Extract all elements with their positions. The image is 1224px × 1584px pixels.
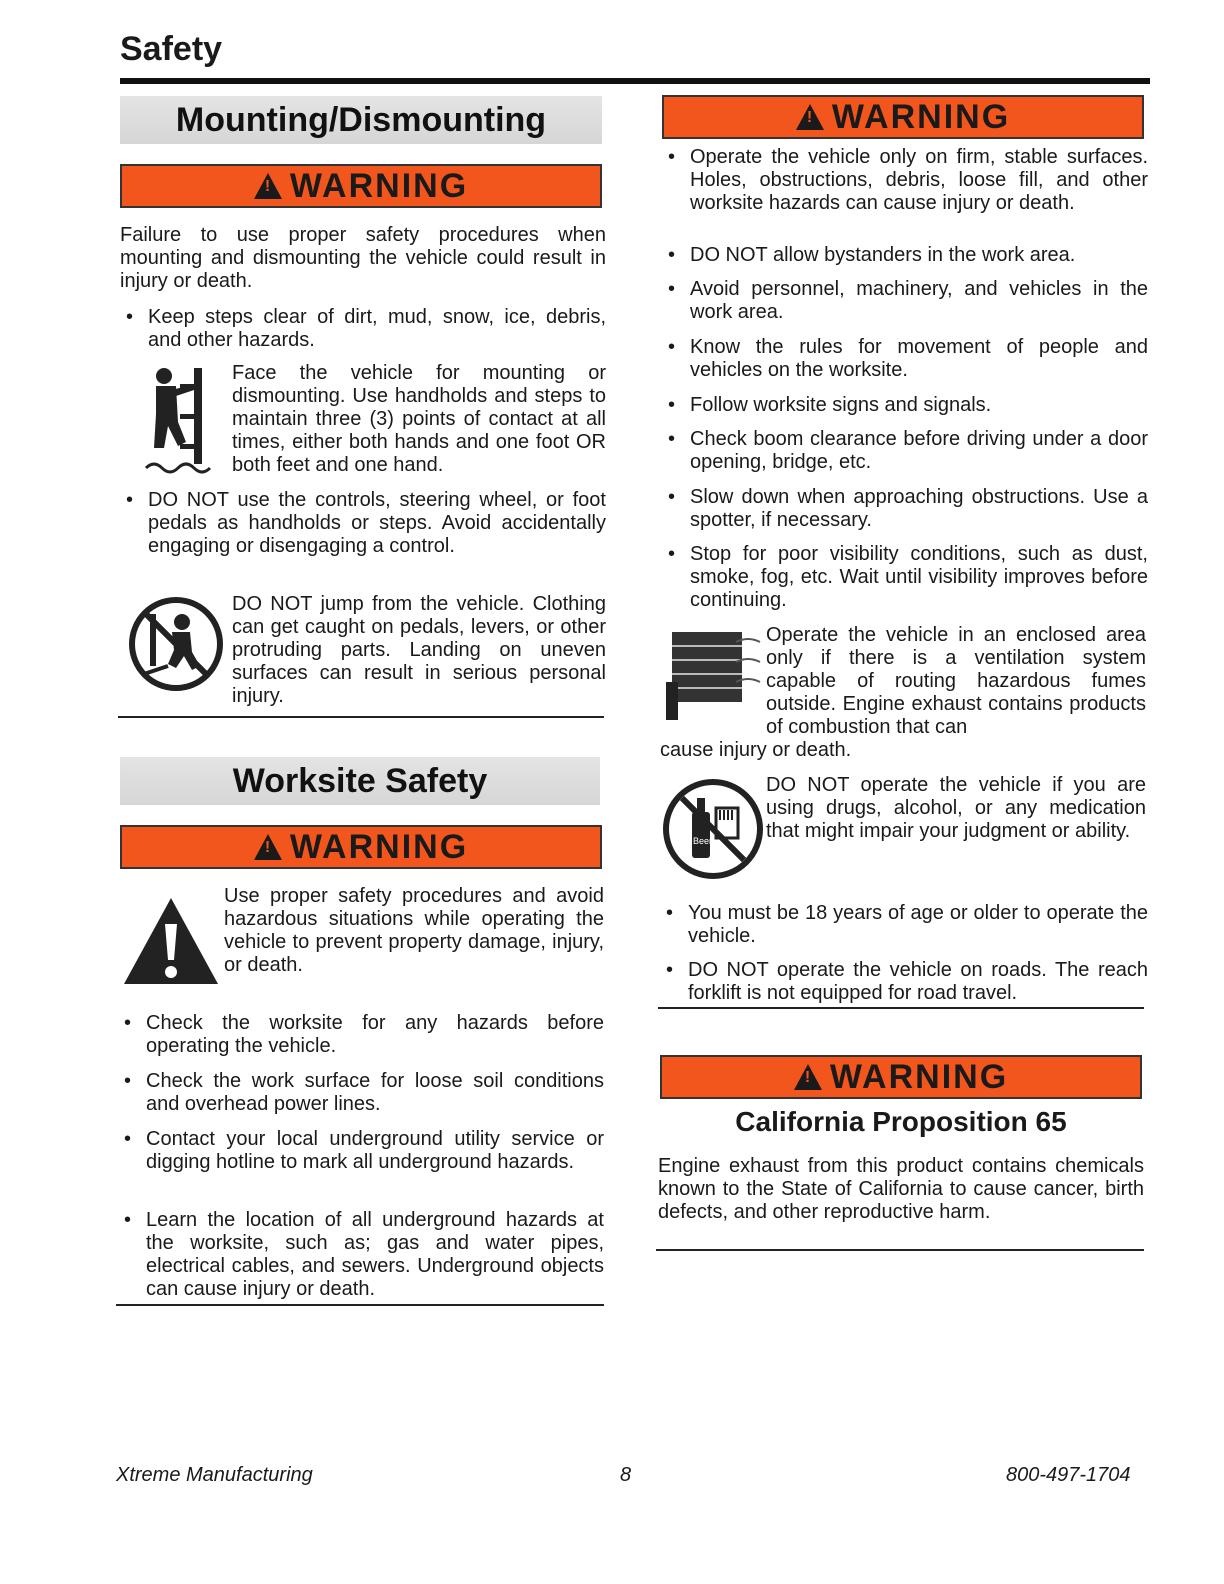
climbing-figure-icon: [142, 364, 214, 474]
right-bullet-2: • DO NOT allow bystanders in the work area.: [662, 244, 1148, 267]
warning-label: WARNING: [829, 1058, 1009, 1096]
mounting-icon-text-1: Face the vehicle for mounting or dismounting. Use handholds and steps to maintain three (3) points of contact at all times, either both hands and one foot OR both feet and one hand.: [232, 362, 606, 476]
caution-triangle-icon: [122, 896, 220, 986]
section-divider: [116, 1304, 604, 1306]
section-divider: [658, 1007, 1144, 1009]
worksite-warning-banner: [120, 825, 602, 869]
worksite-icon-text: Use proper safety procedures and avoid hazardous situations while operating the vehicle to prevent property damage, injury, or death.: [224, 885, 604, 976]
mounting-icon-text-2: DO NOT jump from the vehicle. Clothing can get caught on pedals, levers, or other protruding parts. Landing on uneven surfaces can result in serious personal injury.: [232, 593, 606, 707]
worksite-bullet-3: • Contact your local underground utility service or digging hotline to mark all underground hazards.: [118, 1128, 604, 1174]
right-bullet-9: • You must be 18 years of age or older to operate the vehicle.: [660, 902, 1148, 948]
worksite-heading: Worksite Safety: [120, 757, 600, 805]
right-bullet-7: • Slow down when approaching obstructions. Use a spotter, if necessary.: [662, 486, 1148, 532]
warning-triangle-icon: [796, 104, 824, 130]
mounting-intro: Failure to use proper safety procedures when mounting and dismounting the vehicle could result in injury or death.: [120, 224, 606, 292]
prop65-warning-banner: [660, 1055, 1142, 1099]
right-bullet-3: • Avoid personnel, machinery, and vehicles in the work area.: [662, 278, 1148, 324]
exhaust-text: Operate the vehicle in an enclosed area only if there is a ventilation system capable of routing hazardous fumes outside. Engine exhaust contains products of combustion that can: [766, 624, 1146, 738]
exhaust-fumes-icon: [662, 622, 766, 722]
worksite-bullet-4: • Learn the location of all underground hazards at the worksite, such as; gas and water pipes, electrical cables, and sewers. Underground objects can cause injury or death.: [118, 1209, 604, 1301]
section-divider: [656, 1249, 1144, 1251]
warning-triangle-icon: [794, 1064, 822, 1090]
right-bullet-6: • Check boom clearance before driving under a door opening, bridge, etc.: [662, 428, 1148, 474]
mounting-warning-banner: [120, 164, 602, 208]
warning-triangle-icon: [254, 834, 282, 860]
worksite-bullet-2: • Check the work surface for loose soil conditions and overhead power lines.: [118, 1070, 604, 1116]
beer-label: Beer: [693, 836, 713, 846]
footer-phone: 800-497-1704: [1006, 1464, 1131, 1486]
section-divider: [118, 716, 604, 718]
right-bullet-8: • Stop for poor visibility conditions, such as dust, smoke, fog, etc. Wait until visibility improves before continuing.: [662, 543, 1148, 612]
mounting-heading: Mounting/Dismounting: [120, 96, 602, 144]
page-title: Safety: [120, 30, 223, 68]
worksite-bullet-1: • Check the worksite for any hazards before operating the vehicle.: [118, 1012, 604, 1058]
warning-label: WARNING: [289, 828, 469, 866]
footer-page-number: 8: [620, 1464, 632, 1486]
no-drugs-alcohol-icon: [662, 778, 764, 880]
right-bullet-5: • Follow worksite signs and signals.: [662, 394, 1148, 417]
prop65-text: Engine exhaust from this product contains chemicals known to the State of California to cause cancer, birth defects, and other reproductive harm.: [658, 1155, 1144, 1223]
mounting-bullet-1: • Keep steps clear of dirt, mud, snow, ice, debris, and other hazards.: [120, 306, 606, 352]
drugs-text: DO NOT operate the vehicle if you are using drugs, alcohol, or any medication that might impair your judgment or ability.: [766, 774, 1146, 842]
mounting-bullet-2: • DO NOT use the controls, steering wheel, or foot pedals as handholds or steps. Avoid accidentally engaging or disengaging a control.: [120, 489, 606, 558]
warning-triangle-icon: [254, 173, 282, 199]
right-bullet-1: • Operate the vehicle only on firm, stable surfaces. Holes, obstructions, debris, loose fill, and other worksite hazards can cause injury or death.: [662, 146, 1148, 215]
warning-label: WARNING: [831, 98, 1011, 136]
right-bullet-4: • Know the rules for movement of people and vehicles on the worksite.: [662, 336, 1148, 382]
right-warning-banner: [662, 95, 1144, 139]
no-jumping-icon: [128, 596, 224, 692]
warning-label: WARNING: [289, 167, 469, 205]
exhaust-text-tail: cause injury or death.: [660, 739, 852, 761]
title-rule: [120, 78, 1150, 84]
prop65-title: California Proposition 65: [735, 1106, 1067, 1137]
footer-company: Xtreme Manufacturing: [116, 1464, 313, 1486]
right-bullet-10: • DO NOT operate the vehicle on roads. The reach forklift is not equipped for road travel.: [660, 959, 1148, 1005]
